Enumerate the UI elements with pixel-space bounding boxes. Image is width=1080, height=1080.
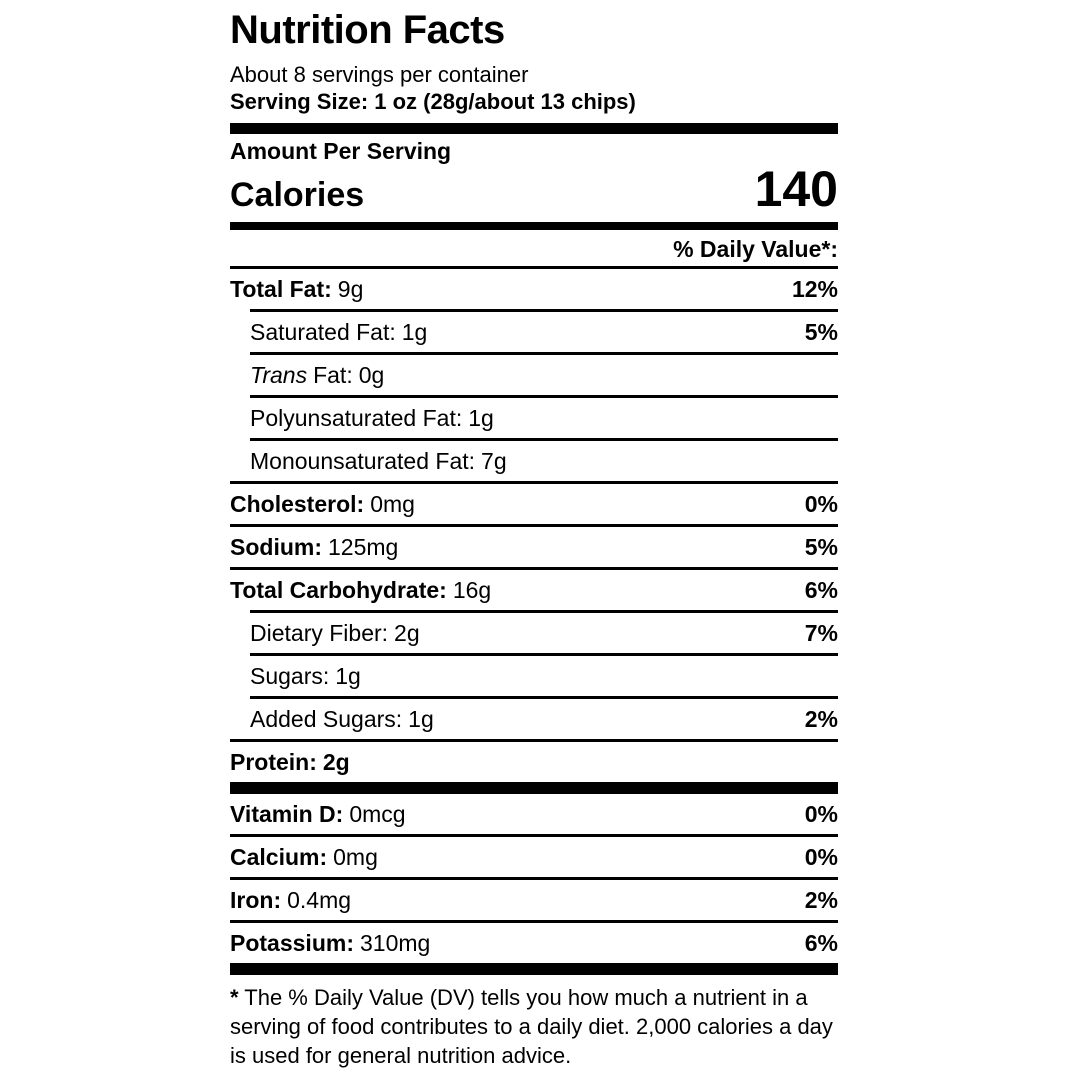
nutrient-row-dietary-fiber	[230, 613, 838, 653]
footnote-text: The % Daily Value (DV) tells you how much a nutrient in a serving of food contributes to a daily diet. 2,000 calories a day is used for general nutrition advice.	[230, 985, 833, 1068]
nutrient-row-trans-fat	[230, 355, 838, 395]
nutrient-label: Saturated Fat:	[250, 318, 396, 345]
nutrient-label: Added Sugars:	[250, 705, 403, 732]
nutrient-amount: 0g	[358, 361, 385, 388]
nutrient-daily-value: 5%	[804, 318, 838, 345]
nutrient-amount: 1g	[468, 404, 494, 431]
nutrient-amount: 0mcg	[349, 800, 406, 827]
nutrient-amount: 310mg	[359, 929, 431, 956]
nutrient-label: Polyunsaturated Fat:	[250, 404, 463, 431]
nutrient-daily-value: 5%	[804, 533, 838, 560]
nutrient-amount: 1g	[335, 662, 361, 689]
divider-thick-middle	[230, 782, 838, 794]
nutrient-row-iron	[230, 880, 838, 920]
nutrient-amount: 0mg	[370, 490, 415, 517]
divider-medium	[230, 222, 838, 230]
nutrient-label-italic: Trans	[250, 361, 308, 388]
nutrient-amount: 7g	[481, 447, 507, 474]
footnote	[230, 983, 838, 1070]
nutrient-amount: 2g	[394, 619, 420, 646]
nutrient-daily-value: 0%	[804, 843, 838, 870]
footnote-asterisk: *	[230, 985, 239, 1010]
nutrient-row-vitamin-d	[230, 794, 838, 834]
nutrient-label: Monounsaturated Fat:	[250, 447, 476, 474]
nutrient-row-sodium	[230, 527, 838, 567]
nutrient-row-sugars	[230, 656, 838, 696]
nutrient-row-added-sugars	[230, 699, 838, 739]
nutrient-daily-value: 6%	[804, 576, 838, 603]
nutrient-row-monounsaturated-fat	[230, 441, 838, 481]
nutrient-label: Dietary Fiber:	[250, 619, 389, 646]
nutrient-daily-value: 2%	[804, 886, 838, 913]
nutrient-amount: 9g	[337, 275, 364, 302]
calories-label: Calories	[230, 176, 365, 214]
nutrient-label: Vitamin D:	[230, 800, 344, 827]
nutrient-amount: 16g	[452, 576, 492, 603]
nutrient-row-polyunsaturated-fat	[230, 398, 838, 438]
nutrient-row-calcium	[230, 837, 838, 877]
nutrient-daily-value: 2%	[804, 705, 838, 732]
nutrient-row-total-carbohydrate	[230, 570, 838, 610]
calories-value: 140	[754, 161, 838, 217]
nutrient-label: Cholesterol:	[230, 490, 365, 517]
nutrient-label: Total Fat:	[230, 275, 332, 302]
nutrient-label: Calcium:	[230, 843, 328, 870]
amount-per-serving-label: Amount Per Serving	[230, 138, 452, 164]
nutrient-label: Total Carbohydrate:	[230, 576, 447, 603]
label-title: Nutrition Facts	[230, 8, 505, 52]
divider-thick-bottom	[230, 963, 838, 975]
nutrient-label: Sugars:	[250, 662, 330, 689]
nutrient-daily-value: 7%	[804, 619, 838, 646]
nutrient-amount: 1g	[408, 705, 434, 732]
nutrient-row-cholesterol	[230, 484, 838, 524]
servings-per-container: About 8 servings per container	[230, 62, 529, 87]
divider-thick-top	[230, 123, 838, 134]
nutrient-daily-value: 0%	[804, 490, 838, 517]
nutrient-amount: 125mg	[328, 533, 399, 560]
nutrient-amount: 2g	[322, 748, 350, 775]
nutrient-daily-value: 6%	[804, 929, 838, 956]
nutrient-row-protein	[230, 742, 838, 782]
nutrient-label: Potassium:	[230, 929, 354, 956]
nutrient-label: Sodium:	[230, 533, 322, 560]
nutrient-amount: 0mg	[333, 843, 378, 870]
nutrient-daily-value: 12%	[791, 275, 838, 302]
nutrient-label: Protein:	[230, 748, 317, 775]
nutrient-amount: 0.4mg	[287, 886, 352, 913]
nutrient-label: Iron:	[230, 886, 282, 913]
nutrient-label: Fat:	[313, 361, 353, 388]
daily-value-header: % Daily Value*:	[673, 236, 838, 262]
serving-size: Serving Size: 1 oz (28g/about 13 chips)	[230, 89, 636, 114]
nutrient-amount: 1g	[401, 318, 428, 345]
nutrition-facts-label	[230, 10, 838, 1070]
nutrient-row-saturated-fat	[230, 312, 838, 352]
nutrient-row-potassium	[230, 923, 838, 963]
nutrient-daily-value: 0%	[804, 800, 838, 827]
calories-row	[230, 161, 838, 217]
nutrient-row-total-fat	[230, 269, 838, 309]
